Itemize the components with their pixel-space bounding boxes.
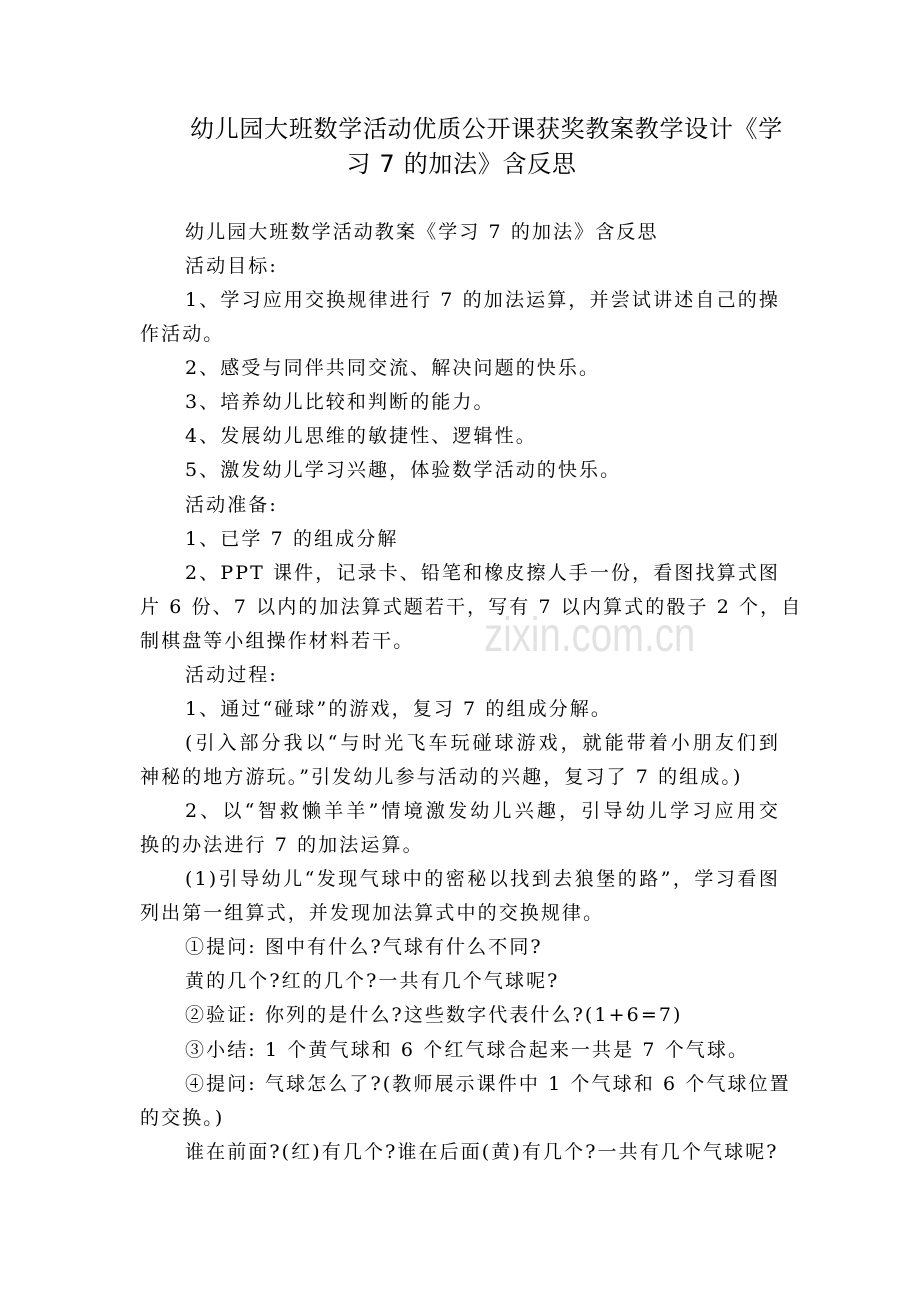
paragraph-line: 列出第一组算式，并发现加法算式中的交换规律。: [140, 902, 605, 925]
paragraph: [140, 1033, 780, 1067]
section-heading-line: 活动准备:: [185, 493, 278, 516]
document-body: [140, 215, 803, 1169]
paragraph: [140, 964, 780, 998]
paragraph: [140, 556, 803, 662]
paragraph: [140, 385, 780, 419]
paragraph: [140, 522, 780, 556]
paragraph-line: ①提问: 图中有什么?气球有什么不同?: [185, 936, 543, 959]
paragraph-line: 1、通过“碰球”的游戏，复习 7 的组成分解。: [185, 697, 612, 720]
paragraph-line: 换的办法进行 7 的加法运算。: [140, 834, 424, 857]
paragraph: [140, 419, 780, 453]
paragraph: [140, 215, 780, 249]
paragraph-line: (1)引导幼儿“发现气球中的密秘以找到去狼堡的路”，学习看图: [185, 868, 780, 891]
paragraph: [140, 1135, 780, 1169]
paragraph-line: 2、感受与同伴共同交流、解决问题的快乐。: [185, 357, 601, 380]
paragraph: [140, 283, 780, 351]
paragraph-line: 1、学习应用交换规律进行 7 的加法运算，并尝试讲述自己的操: [185, 289, 780, 312]
paragraph-line: 1、已学 7 的组成分解: [185, 527, 399, 550]
paragraph-line: 片 6 份、7 以内的加法算式题若干，写有 7 以内算式的骰子 2 个，自: [140, 595, 803, 618]
paragraph-line: 作活动。: [140, 323, 225, 346]
paragraph-line: 4、发展幼儿思维的敏捷性、逻辑性。: [185, 425, 537, 448]
paragraph-line: ④提问: 气球怎么了?(教师展示课件中 1 个气球和 6 个气球位置: [185, 1072, 791, 1095]
paragraph: [140, 862, 780, 930]
paragraph-line: ③小结: 1 个黄气球和 6 个红气球合起来一共是 7 个气球。: [185, 1038, 750, 1061]
paragraph: [140, 692, 780, 726]
paragraph: [140, 453, 780, 487]
site-watermark: zixin.com.cn: [484, 609, 696, 662]
section-heading: [140, 249, 780, 283]
paragraph: [140, 726, 780, 794]
paragraph-line: 谁在前面?(红)有几个?谁在后面(黄)有几个?一共有几个气球呢?: [185, 1140, 779, 1163]
subtitle-line: 幼儿园大班数学活动教案《学习 7 的加法》含反思: [185, 221, 659, 243]
paragraph-line: (引入部分我以“与时光飞车玩碰球游戏，就能带着小朋友们到: [185, 731, 780, 754]
paragraph: [140, 1067, 791, 1135]
paragraph: [140, 930, 780, 964]
section-heading-line: 活动目标:: [185, 255, 278, 278]
section-heading: [140, 658, 780, 692]
paragraph-line: 3、培养幼儿比较和判断的能力。: [185, 391, 495, 414]
paragraph-line: 黄的几个?红的几个?一共有几个气球呢?: [185, 970, 560, 993]
paragraph-line: 制棋盘等小组操作材料若干。: [140, 629, 415, 652]
paragraph-line: 神秘的地方游玩。”引发幼儿参与活动的兴趣，复习了 7 的组成。): [140, 766, 743, 788]
section-heading-line: 活动过程:: [185, 663, 278, 686]
paragraph-line: 2、PPT 课件，记录卡、铅笔和橡皮擦人手一份，看图找算式图: [185, 561, 780, 584]
paragraph: [140, 998, 780, 1032]
paragraph-line: 的交换。): [140, 1106, 225, 1129]
document-title-line: 习 7 的加法》含反思: [346, 150, 577, 178]
document-title: [140, 112, 783, 182]
section-heading: [140, 488, 780, 522]
paragraph-line: 2、以“智救懒羊羊”情境激发幼儿兴趣，引导幼儿学习应用交: [185, 800, 780, 823]
paragraph-line: 5、激发幼儿学习兴趣，体验数学活动的快乐。: [185, 459, 622, 482]
paragraph: [140, 351, 780, 385]
paragraph-line: ②验证: 你列的是什么?这些数字代表什么?(1+6=7): [185, 1004, 683, 1027]
paragraph: [140, 794, 780, 862]
document-title-line: 幼儿园大班数学活动优质公开课获奖教案教学设计《学: [190, 115, 783, 143]
